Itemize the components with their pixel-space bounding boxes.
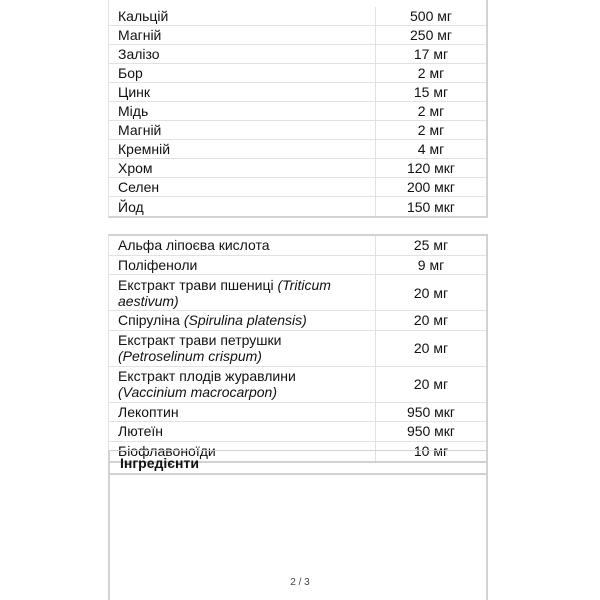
nutrient-name-text: Спіруліна: [118, 312, 180, 329]
nutrient-name: Магній: [109, 26, 376, 44]
nutrient-name: Йод: [109, 197, 376, 216]
table-row: [109, 275, 486, 311]
nutrient-amount: 20 мг: [413, 284, 449, 301]
nutrient-amount: 25 мг: [413, 237, 449, 254]
nutrient-amount: 20 мг: [413, 376, 449, 392]
nutrient-amount: 2 мг: [417, 122, 445, 138]
nutrient-name: [109, 403, 376, 422]
nutrient-amount: 20 мг: [413, 312, 449, 329]
nutrient-name-text: Лекоптин: [118, 403, 179, 420]
table-row: [109, 367, 486, 403]
page-indicator: 2 / 3: [290, 577, 310, 588]
table-row: [109, 403, 486, 423]
nutrient-amount: 9 мг: [417, 256, 445, 273]
nutrient-name: Бор: [109, 64, 376, 82]
nutrient-name-text: Альфа ліпоєва кислота: [118, 237, 270, 254]
nutrient-amount: 4 мг: [417, 141, 445, 157]
table-row: [109, 45, 486, 64]
nutrient-name: [109, 422, 376, 441]
latin-name: (Petroselinum crispum): [118, 348, 262, 364]
latin-name: (Vaccinium macrocarpon): [118, 384, 277, 400]
nutrient-name-text: Екстракт трави пшениці: [118, 276, 274, 293]
table-row: [109, 197, 486, 216]
nutrient-amount: 150 мкг: [406, 198, 456, 215]
nutrient-amount: 950 мкг: [406, 403, 456, 420]
nutrient-name: Хром: [109, 159, 376, 177]
table-row: [109, 422, 486, 442]
nutrient-name: [109, 275, 376, 310]
nutrient-amount: 200 мкг: [406, 179, 456, 195]
latin-name: (Triticum aestivum): [118, 276, 331, 309]
minerals-table: [108, 0, 488, 218]
table-row: [109, 159, 486, 178]
nutrient-amount: 2 мг: [417, 103, 445, 119]
nutrient-amount: 950 мкг: [406, 423, 456, 440]
nutrient-name: Залізо: [109, 45, 376, 63]
table-row: [109, 331, 486, 367]
nutrient-amount: 500 мг: [410, 8, 452, 24]
nutrient-name-text: Екстракт плодів журавлини: [118, 368, 296, 384]
nutrient-name: [109, 367, 376, 402]
extracts-table: [108, 234, 488, 463]
nutrient-name: Магній: [109, 121, 376, 139]
nutrient-amount: 17 мг: [413, 46, 449, 62]
table-row: [109, 26, 486, 45]
nutrient-amount: 2 мг: [417, 65, 445, 81]
table-row: [109, 311, 486, 331]
nutrient-amount: 10 мг: [413, 443, 449, 460]
nutrient-name: [109, 331, 376, 366]
nutrient-name: Кальцій: [109, 7, 376, 25]
nutrient-name-text: Поліфеноли: [118, 256, 198, 273]
latin-name: (Spirulina platensis): [183, 312, 307, 329]
table-row: [109, 178, 486, 197]
table-row: [109, 140, 486, 159]
nutrient-name-text: Біофлавоноїди: [118, 443, 216, 460]
nutrient-amount: 120 мкг: [406, 160, 456, 176]
nutrient-name: Мідь: [109, 102, 376, 120]
table-row: [109, 236, 486, 256]
table-row: [109, 64, 486, 83]
nutrient-name: [109, 236, 376, 255]
nutrient-amount: 20 мг: [413, 340, 449, 356]
nutrient-name-text: Екстракт трави петрушки: [118, 332, 282, 348]
table-row: [109, 102, 486, 121]
nutrient-name-text: Лютеїн: [118, 423, 164, 440]
table-row: [109, 121, 486, 140]
table-row: [109, 256, 486, 276]
ingredients-title: Інгредієнти: [110, 451, 486, 475]
nutrient-name: [109, 311, 376, 330]
table-row: [109, 0, 486, 26]
nutrient-name: Селен: [109, 178, 376, 196]
table-row: [109, 83, 486, 102]
nutrient-name: Цинк: [109, 83, 376, 101]
nutrient-amount: 15 мг: [413, 84, 449, 100]
nutrient-amount: 250 мг: [410, 27, 452, 43]
nutrient-name: [109, 256, 376, 275]
nutrient-name: Кремній: [109, 140, 376, 158]
